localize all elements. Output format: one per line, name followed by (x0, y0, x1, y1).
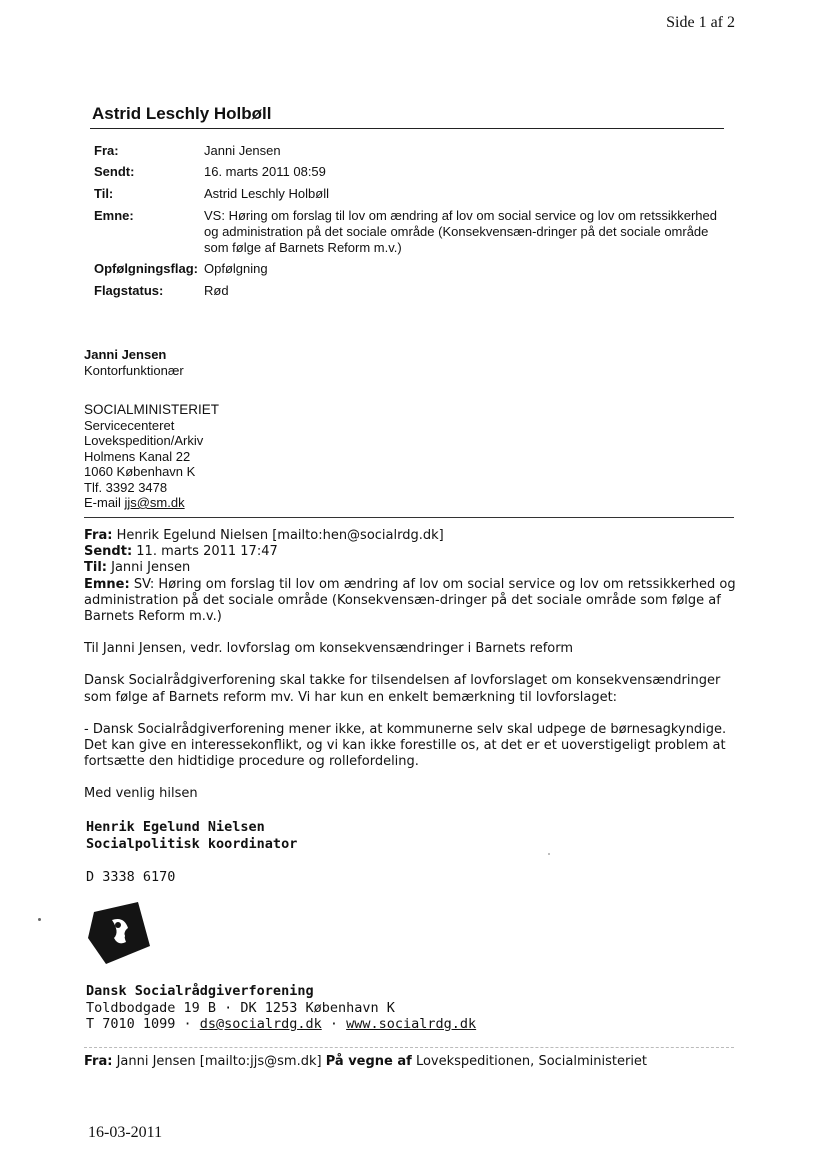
header-row-subject (94, 208, 732, 256)
header-divider (90, 128, 724, 129)
header-key: Emne: (94, 208, 134, 223)
forwarded-to: Janni Jensen (106, 560, 191, 576)
signature-org: SOCIALMINISTERIET (84, 402, 220, 417)
body-paragraph-2: - Dansk Socialrådgiverforening mener ikke, at kommunerne selv skal udpege de børnesagkyndige. Det kan give en interessekonflikt, og vi kan ikke forestille os, at det er et uoverstigeligt problem at fortsætte den hidtidige procedure og rollefordeling. (84, 721, 727, 770)
on-behalf-label: På vegne af (325, 1054, 412, 1069)
org-phone: T 7010 1099 · (86, 1016, 200, 1032)
header-row-from (94, 143, 732, 159)
forwarded-sent: 11. marts 2011 17:47 (132, 544, 278, 560)
signature-unit: Lovekspedition/Arkiv (84, 433, 204, 448)
header-key: Opfølgningsflag: (94, 261, 198, 276)
forwarded-from: Henrik Egelund Nielsen [mailto:hen@socialrdg.dk] (112, 528, 444, 543)
forwarded-to-line (84, 560, 744, 576)
original-from-line (84, 1054, 647, 1069)
original-from-label: Fra: (84, 1054, 113, 1069)
forwarded-subject-line (84, 577, 744, 626)
forwarded-subject: SV: Høring om forslag til lov om ændring af lov om social service og lov om retssikkerhed og administration på det sociale område (Konsekvensæn-dringer på det sociale område som følge af Barnets Reform m.v.) (84, 576, 736, 625)
header-key: Fra: (94, 143, 119, 158)
print-date: 16-03-2011 (88, 1124, 163, 1141)
signature-name: Janni Jensen (84, 347, 167, 362)
greeting-paragraph: Til Janni Jensen, vedr. lovforslag om konsekvensændringer i Barnets reform (84, 641, 574, 657)
organization-footer (86, 983, 476, 1033)
on-behalf-of: Lovekspeditionen, Socialministeriet (411, 1054, 648, 1069)
forwarded-to-label: Til: (84, 560, 107, 576)
closing: Med venlig hilsen (84, 786, 198, 802)
signature-street: Holmens Kanal 22 (84, 448, 191, 464)
sender-title: Socialpolitisk koordinator (86, 836, 298, 852)
signature-email-label: E-mail (84, 495, 125, 510)
recipient-name: Astrid Leschly Holbøll (92, 104, 272, 123)
org-address: Toldbodgade 19 B · DK 1253 København K (86, 999, 395, 1016)
sender-phone: D 3338 6170 (86, 869, 176, 885)
header-key: Sendt: (94, 164, 135, 179)
org-name: Dansk Socialrådgiverforening (86, 983, 314, 999)
header-row-to (94, 186, 732, 202)
header-value: 16. marts 2011 08:59 (204, 164, 326, 179)
header-value: Astrid Leschly Holbøll (204, 186, 329, 201)
header-value: Rød (204, 283, 229, 298)
org-contact-line (86, 1016, 476, 1033)
header-key: Til: (94, 186, 114, 201)
header-value: Janni Jensen (204, 143, 281, 158)
logo-dot-dark (115, 922, 121, 928)
signature-email-link[interactable]: jjs@sm.dk (124, 495, 185, 510)
header-value: Opfølgning (204, 261, 268, 276)
logo-dot-light (119, 933, 125, 939)
scan-speck (548, 853, 550, 855)
forwarded-sent-line (84, 544, 744, 560)
forwarded-subject-label: Emne: (84, 576, 130, 592)
signature-email-line (84, 495, 219, 511)
forward-divider (84, 517, 734, 518)
body-paragraph-1: Dansk Socialrådgiverforening skal takke for tilsendelsen af lovforslaget om konsekvensændringer som følge af Barnets reform mv. Vi har kun en enkelt bemærkning til lovforslaget: (84, 673, 721, 705)
signature-phone: Tlf. 3392 3478 (84, 479, 168, 495)
header-value: VS: Høring om forslag til lov om ændring af lov om social service og lov om retssikkerhed og administration på det sociale område (Konsekvensæn-dringer på det sociale område som følge af Barnets Reform m.v.) (204, 208, 717, 255)
forwarded-message (84, 528, 744, 803)
header-row-flag-status (94, 283, 732, 299)
org-separator: · (321, 1016, 347, 1032)
header-key: Flagstatus: (94, 283, 164, 298)
signature-title: Kontorfunktionær (84, 362, 184, 378)
signature-dept: Servicecenteret (84, 417, 175, 433)
org-website-link[interactable]: www.socialrdg.dk (346, 1016, 477, 1032)
dansk-socialraadgiverforening-logo (84, 898, 154, 968)
scan-speck (38, 918, 41, 921)
header-row-sent (94, 164, 732, 180)
forwarded-from-label: Fra: (84, 528, 113, 543)
original-from: Janni Jensen [mailto:jjs@sm.dk] (112, 1054, 326, 1069)
bottom-divider (84, 1047, 734, 1048)
header-row-followup-flag (94, 261, 732, 277)
forwarded-sent-label: Sendt: (84, 544, 133, 560)
org-email-link[interactable]: ds@socialrdg.dk (199, 1016, 322, 1032)
sender-signature (86, 819, 297, 853)
forwarded-from-line (84, 528, 744, 544)
sender-name: Henrik Egelund Nielsen (86, 819, 265, 835)
signature-city: 1060 København K (84, 464, 196, 479)
signature-block (84, 347, 219, 511)
page-number: Side 1 af 2 (666, 14, 735, 31)
